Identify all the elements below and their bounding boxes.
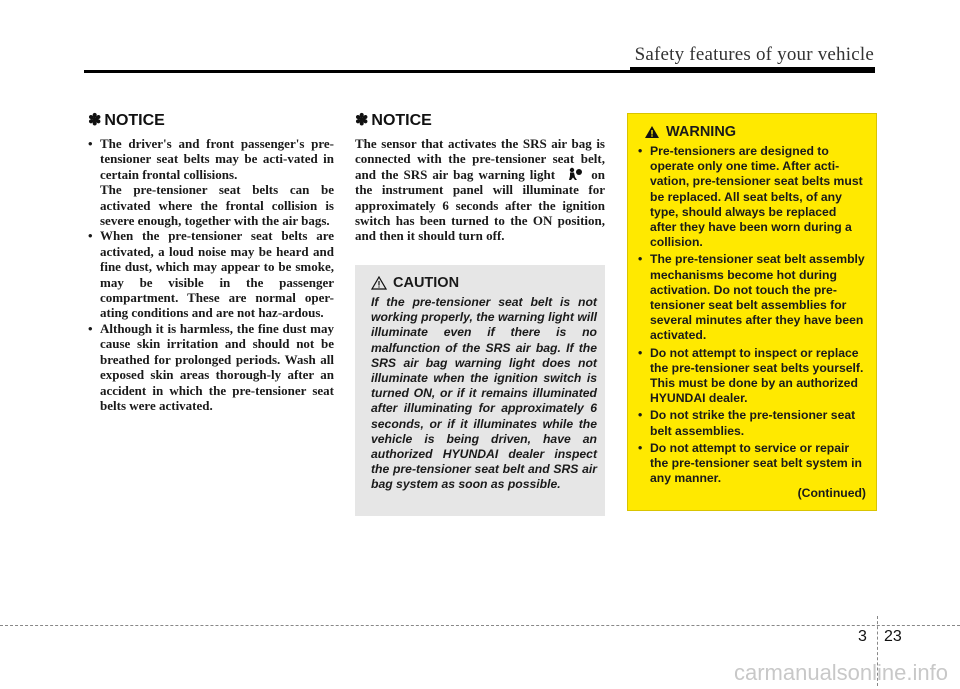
warning-list xyxy=(638,144,866,486)
warning-heading-text: WARNING xyxy=(666,124,737,140)
caution-triangle-icon xyxy=(371,276,387,290)
list-item xyxy=(88,136,334,228)
notice-heading-text: NOTICE xyxy=(104,112,165,129)
list-item: • The pre-tensioner seat belt assembly mechanisms become hot during activation. Do not touch the pre-tensioner seat belt assemblies for several minutes after they have been activated. xyxy=(638,252,866,343)
list-item: • Pre-tensioners are designed to operate only one time. After acti-vation, pre-tensioner seat belts must be replaced. All seat belts, of any type, should always be replaced after they have been worn during a collision. xyxy=(638,144,866,250)
notice-mark-icon: ✽ xyxy=(88,112,102,129)
list-item-subtext: The pre-tensioner seat belts can be activated where the frontal collision is severe enough, together with the air bags. xyxy=(100,182,334,229)
header-rule-accent xyxy=(630,67,875,73)
notice-text-part-1: The sensor that activates the SRS air bag is connected with the pre-tensioner seat belt, and the SRS air bag warning light xyxy=(355,136,605,182)
caution-heading xyxy=(365,275,597,291)
continued-label: (Continued) xyxy=(797,486,866,501)
list-item-text: Although it is harmless, the fine dust may cause skin irritation and should not be breathed for prolonged periods. Wash all exposed skin areas thorough-ly after an accident in which the pre-tensioner seat belts were activated. xyxy=(100,320,334,413)
airbag-warning-icon xyxy=(563,167,583,181)
caution-heading-text: CAUTION xyxy=(393,275,460,291)
list-item: • Do not attempt to inspect or replace the pre-tensioner seat belts yourself. This must be done by an authorized HYUNDAI dealer. xyxy=(638,346,866,407)
list-item xyxy=(88,321,334,413)
notice-heading-1 xyxy=(88,110,334,130)
list-item: • Do not attempt to service or repair the pre-tensioner seat belt system in any manner. xyxy=(638,441,866,487)
footer-rule xyxy=(0,625,960,626)
notice-column-2 xyxy=(355,110,605,244)
list-item xyxy=(88,228,334,320)
warning-heading xyxy=(638,124,866,140)
list-item: • Do not strike the pre-tensioner seat belt assemblies. xyxy=(638,408,866,438)
notice-heading-2 xyxy=(355,110,605,130)
caution-text: If the pre-tensioner seat belt is not working properly, the warning light will illuminate even if there is no malfunction of the SRS air bag. If the SRS air bag warning light does not illuminate when the ignition switch is turned ON, or if it remains illuminated after illuminating for approximately 6 seconds, or if it illuminates while the vehicle is being driven, have an authorized HYUNDAI dealer inspect the pre-tensioner seat belt and SRS air bag system as soon as possible. xyxy=(371,295,597,492)
list-item-text: When the pre-tensioner seat belts are activated, a loud noise may be heard and fine dust, which may appear to be smoke, may be visible in the passenger compartment. These are normal oper-ating conditions and are not haz-ardous. xyxy=(100,228,334,321)
warning-triangle-icon xyxy=(644,125,660,139)
notice-list-1 xyxy=(88,136,334,413)
notice-paragraph xyxy=(355,136,605,244)
notice-column-1 xyxy=(88,110,334,413)
notice-heading-text: NOTICE xyxy=(371,112,432,129)
warning-box xyxy=(627,113,877,511)
caution-box xyxy=(355,265,605,516)
notice-text-part-2: on the instrument panel will illuminate for approximately 6 seconds after the ignition switch has been turned to the ON position, and then it should turn off. xyxy=(355,166,605,244)
notice-mark-icon: ✽ xyxy=(355,112,369,129)
watermark: carmanualsonline.info xyxy=(733,660,948,685)
list-item-text: The driver's and front passenger's pre-tensioner seat belts may be acti-vated in certain frontal collisions. xyxy=(100,136,334,182)
section-title: Safety features of your vehicle xyxy=(634,44,874,65)
page-number: 23 xyxy=(884,628,902,645)
chapter-number: 3 xyxy=(858,628,867,645)
